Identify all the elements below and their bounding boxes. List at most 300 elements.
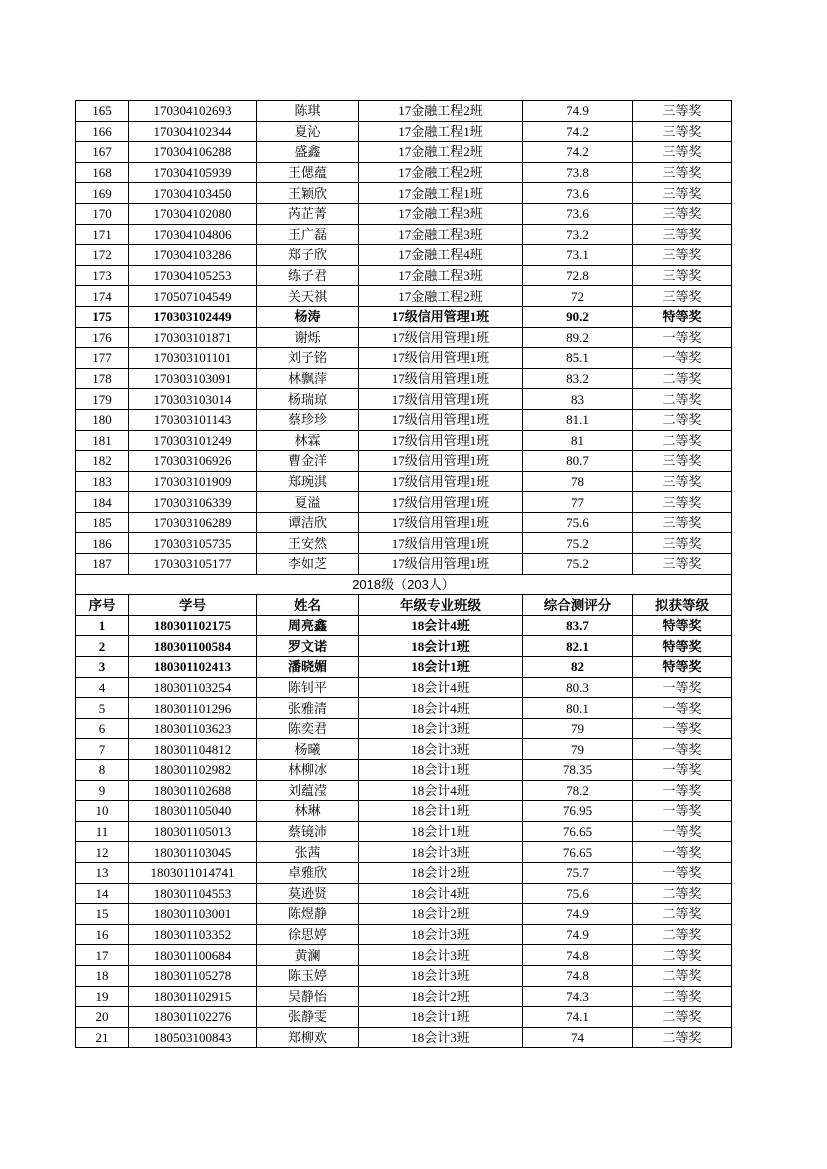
table-row (76, 718, 732, 739)
cell-class: 17级信用管理1班 (359, 389, 523, 410)
section-2017-rows (76, 101, 732, 575)
cell-award: 特等奖 (633, 306, 732, 327)
cell-class: 18会计3班 (359, 842, 523, 863)
cell-name: 郑琬淇 (257, 471, 359, 492)
cell-score: 79 (523, 718, 633, 739)
cell-student-id: 170304102693 (129, 101, 257, 122)
cell-index: 173 (76, 265, 129, 286)
cell-award: 三等奖 (633, 183, 732, 204)
cell-student-id: 180301103623 (129, 718, 257, 739)
section-title: 2018级（203人） (76, 574, 732, 595)
cell-index: 6 (76, 718, 129, 739)
cell-name: 林飘萍 (257, 368, 359, 389)
cell-class: 17级信用管理1班 (359, 348, 523, 369)
cell-name: 曹金洋 (257, 451, 359, 472)
table-row (76, 821, 732, 842)
table-row (76, 286, 732, 307)
cell-award: 一等奖 (633, 718, 732, 739)
cell-award: 三等奖 (633, 101, 732, 122)
header-name: 姓名 (257, 595, 359, 616)
cell-index: 184 (76, 492, 129, 513)
cell-student-id: 180301104553 (129, 883, 257, 904)
cell-student-id: 170303106926 (129, 451, 257, 472)
section-title-row (76, 574, 732, 595)
cell-name: 练子君 (257, 265, 359, 286)
cell-student-id: 170304105253 (129, 265, 257, 286)
cell-name: 罗文诺 (257, 636, 359, 657)
cell-class: 18会计2班 (359, 862, 523, 883)
cell-score: 81.1 (523, 409, 633, 430)
cell-class: 17级信用管理1班 (359, 492, 523, 513)
cell-class: 17级信用管理1班 (359, 368, 523, 389)
table-row (76, 203, 732, 224)
cell-score: 75.2 (523, 533, 633, 554)
cell-score: 74.2 (523, 142, 633, 163)
cell-award: 三等奖 (633, 162, 732, 183)
table-row (76, 842, 732, 863)
cell-class: 18会计4班 (359, 615, 523, 636)
cell-index: 168 (76, 162, 129, 183)
cell-award: 一等奖 (633, 821, 732, 842)
cell-award: 二等奖 (633, 368, 732, 389)
table-row (76, 162, 732, 183)
cell-score: 73.6 (523, 203, 633, 224)
table-row (76, 348, 732, 369)
cell-student-id: 180301104812 (129, 739, 257, 760)
cell-name: 陈煜静 (257, 904, 359, 925)
cell-index: 20 (76, 1007, 129, 1028)
cell-class: 18会计4班 (359, 780, 523, 801)
cell-name: 莫逊贤 (257, 883, 359, 904)
cell-name: 黄澜 (257, 945, 359, 966)
cell-student-id: 170304102344 (129, 121, 257, 142)
table-row (76, 780, 732, 801)
cell-score: 74.2 (523, 121, 633, 142)
cell-class: 17级信用管理1班 (359, 554, 523, 575)
cell-index: 172 (76, 245, 129, 266)
section-2018 (76, 574, 732, 615)
table-row (76, 554, 732, 575)
cell-award: 一等奖 (633, 801, 732, 822)
cell-name: 谭洁欣 (257, 512, 359, 533)
cell-student-id: 180301105013 (129, 821, 257, 842)
cell-name: 郑柳欢 (257, 1027, 359, 1048)
cell-score: 83.7 (523, 615, 633, 636)
cell-index: 1 (76, 615, 129, 636)
cell-class: 18会计3班 (359, 965, 523, 986)
table-row (76, 265, 732, 286)
cell-name: 谢烁 (257, 327, 359, 348)
cell-index: 178 (76, 368, 129, 389)
cell-student-id: 170304103286 (129, 245, 257, 266)
cell-index: 15 (76, 904, 129, 925)
cell-class: 18会计4班 (359, 883, 523, 904)
cell-award: 一等奖 (633, 760, 732, 781)
cell-award: 三等奖 (633, 512, 732, 533)
cell-student-id: 170303103091 (129, 368, 257, 389)
cell-index: 180 (76, 409, 129, 430)
cell-score: 72 (523, 286, 633, 307)
cell-class: 17级信用管理1班 (359, 306, 523, 327)
cell-student-id: 180301103001 (129, 904, 257, 925)
cell-score: 74.3 (523, 986, 633, 1007)
cell-award: 三等奖 (633, 265, 732, 286)
cell-name: 夏溢 (257, 492, 359, 513)
cell-name: 关天祺 (257, 286, 359, 307)
cell-score: 74 (523, 1027, 633, 1048)
cell-name: 张雅清 (257, 698, 359, 719)
cell-student-id: 180301102413 (129, 657, 257, 678)
cell-class: 18会计4班 (359, 698, 523, 719)
cell-student-id: 180301102276 (129, 1007, 257, 1028)
cell-student-id: 170303106289 (129, 512, 257, 533)
award-table (75, 100, 732, 1048)
cell-score: 78.2 (523, 780, 633, 801)
cell-class: 17金融工程2班 (359, 162, 523, 183)
cell-award: 二等奖 (633, 924, 732, 945)
cell-class: 17级信用管理1班 (359, 512, 523, 533)
cell-class: 17级信用管理1班 (359, 327, 523, 348)
cell-score: 79 (523, 739, 633, 760)
cell-score: 73.6 (523, 183, 633, 204)
cell-index: 169 (76, 183, 129, 204)
cell-student-id: 180301102688 (129, 780, 257, 801)
cell-class: 18会计3班 (359, 945, 523, 966)
cell-award: 一等奖 (633, 739, 732, 760)
table-row (76, 224, 732, 245)
cell-student-id: 170303103014 (129, 389, 257, 410)
cell-class: 17金融工程2班 (359, 142, 523, 163)
cell-award: 二等奖 (633, 945, 732, 966)
header-index: 序号 (76, 595, 129, 616)
cell-index: 19 (76, 986, 129, 1007)
table-row (76, 451, 732, 472)
cell-student-id: 170303101101 (129, 348, 257, 369)
cell-index: 21 (76, 1027, 129, 1048)
cell-index: 171 (76, 224, 129, 245)
cell-score: 73.1 (523, 245, 633, 266)
cell-award: 二等奖 (633, 1007, 732, 1028)
cell-score: 89.2 (523, 327, 633, 348)
cell-name: 王偲蕴 (257, 162, 359, 183)
cell-index: 16 (76, 924, 129, 945)
cell-index: 165 (76, 101, 129, 122)
cell-name: 李如芝 (257, 554, 359, 575)
cell-index: 181 (76, 430, 129, 451)
cell-name: 陈玉婷 (257, 965, 359, 986)
cell-score: 73.8 (523, 162, 633, 183)
cell-index: 183 (76, 471, 129, 492)
cell-index: 187 (76, 554, 129, 575)
cell-name: 陈钊平 (257, 677, 359, 698)
cell-award: 三等奖 (633, 471, 732, 492)
header-score: 综合测评分 (523, 595, 633, 616)
cell-student-id: 180301102915 (129, 986, 257, 1007)
cell-award: 三等奖 (633, 286, 732, 307)
cell-index: 167 (76, 142, 129, 163)
cell-score: 80.7 (523, 451, 633, 472)
table-row (76, 698, 732, 719)
cell-score: 74.9 (523, 924, 633, 945)
cell-name: 刘蕴滢 (257, 780, 359, 801)
table-row (76, 615, 732, 636)
cell-student-id: 180301103254 (129, 677, 257, 698)
cell-score: 83.2 (523, 368, 633, 389)
cell-index: 175 (76, 306, 129, 327)
cell-student-id: 170304103450 (129, 183, 257, 204)
cell-name: 蔡镜沛 (257, 821, 359, 842)
cell-index: 17 (76, 945, 129, 966)
cell-class: 17级信用管理1班 (359, 430, 523, 451)
header-class: 年级专业班级 (359, 595, 523, 616)
cell-score: 73.2 (523, 224, 633, 245)
cell-name: 王安然 (257, 533, 359, 554)
cell-score: 85.1 (523, 348, 633, 369)
cell-index: 9 (76, 780, 129, 801)
cell-class: 18会计1班 (359, 636, 523, 657)
cell-score: 76.95 (523, 801, 633, 822)
cell-award: 一等奖 (633, 842, 732, 863)
cell-name: 盛鑫 (257, 142, 359, 163)
cell-index: 5 (76, 698, 129, 719)
cell-student-id: 170304102080 (129, 203, 257, 224)
cell-name: 林琳 (257, 801, 359, 822)
cell-award: 一等奖 (633, 677, 732, 698)
cell-index: 12 (76, 842, 129, 863)
cell-index: 4 (76, 677, 129, 698)
cell-award: 特等奖 (633, 636, 732, 657)
header-student-id: 学号 (129, 595, 257, 616)
table-row (76, 101, 732, 122)
cell-class: 18会计1班 (359, 801, 523, 822)
cell-score: 74.9 (523, 904, 633, 925)
cell-award: 一等奖 (633, 780, 732, 801)
table-row (76, 533, 732, 554)
table-row (76, 862, 732, 883)
cell-student-id: 170304104806 (129, 224, 257, 245)
cell-index: 18 (76, 965, 129, 986)
cell-award: 二等奖 (633, 904, 732, 925)
cell-student-id: 170303101909 (129, 471, 257, 492)
cell-award: 三等奖 (633, 203, 732, 224)
table-row (76, 924, 732, 945)
cell-student-id: 180301102982 (129, 760, 257, 781)
table-row (76, 760, 732, 781)
cell-score: 75.6 (523, 512, 633, 533)
cell-class: 18会计2班 (359, 904, 523, 925)
table-row (76, 389, 732, 410)
cell-index: 179 (76, 389, 129, 410)
table-row (76, 492, 732, 513)
cell-award: 一等奖 (633, 327, 732, 348)
cell-student-id: 180301105040 (129, 801, 257, 822)
cell-award: 特等奖 (633, 657, 732, 678)
cell-class: 17金融工程2班 (359, 286, 523, 307)
header-row (76, 595, 732, 616)
cell-index: 176 (76, 327, 129, 348)
table-row (76, 471, 732, 492)
cell-award: 一等奖 (633, 698, 732, 719)
table-row (76, 986, 732, 1007)
cell-award: 一等奖 (633, 348, 732, 369)
table-row (76, 512, 732, 533)
section-2018-rows (76, 615, 732, 1047)
cell-index: 11 (76, 821, 129, 842)
cell-award: 二等奖 (633, 1027, 732, 1048)
cell-student-id: 170303101143 (129, 409, 257, 430)
table-row (76, 965, 732, 986)
cell-index: 3 (76, 657, 129, 678)
cell-class: 17级信用管理1班 (359, 451, 523, 472)
cell-class: 18会计3班 (359, 1027, 523, 1048)
cell-score: 78 (523, 471, 633, 492)
table-row (76, 677, 732, 698)
cell-score: 80.1 (523, 698, 633, 719)
cell-student-id: 180301103352 (129, 924, 257, 945)
cell-class: 17级信用管理1班 (359, 409, 523, 430)
cell-score: 76.65 (523, 821, 633, 842)
cell-name: 卓雅欣 (257, 862, 359, 883)
cell-name: 张静雯 (257, 1007, 359, 1028)
cell-score: 72.8 (523, 265, 633, 286)
cell-award: 三等奖 (633, 554, 732, 575)
cell-class: 17金融工程3班 (359, 265, 523, 286)
cell-award: 二等奖 (633, 430, 732, 451)
table-row (76, 636, 732, 657)
table-row (76, 1007, 732, 1028)
cell-name: 郑子欣 (257, 245, 359, 266)
cell-student-id: 170303101871 (129, 327, 257, 348)
cell-score: 75.6 (523, 883, 633, 904)
cell-class: 17金融工程2班 (359, 101, 523, 122)
cell-score: 82.1 (523, 636, 633, 657)
cell-award: 二等奖 (633, 883, 732, 904)
cell-index: 166 (76, 121, 129, 142)
cell-name: 王广磊 (257, 224, 359, 245)
cell-class: 18会计3班 (359, 924, 523, 945)
cell-class: 17金融工程3班 (359, 203, 523, 224)
cell-class: 18会计3班 (359, 718, 523, 739)
cell-score: 77 (523, 492, 633, 513)
cell-student-id: 180301100684 (129, 945, 257, 966)
cell-class: 17金融工程1班 (359, 183, 523, 204)
cell-name: 吴静怡 (257, 986, 359, 1007)
cell-index: 8 (76, 760, 129, 781)
cell-index: 13 (76, 862, 129, 883)
cell-student-id: 180301105278 (129, 965, 257, 986)
cell-award: 二等奖 (633, 409, 732, 430)
table-row (76, 883, 732, 904)
cell-student-id: 1803011014741 (129, 862, 257, 883)
cell-score: 83 (523, 389, 633, 410)
cell-student-id: 170507104549 (129, 286, 257, 307)
cell-award: 三等奖 (633, 245, 732, 266)
cell-name: 蔡珍珍 (257, 409, 359, 430)
cell-name: 夏沁 (257, 121, 359, 142)
cell-class: 17金融工程4班 (359, 245, 523, 266)
cell-class: 17级信用管理1班 (359, 471, 523, 492)
cell-student-id: 170303105177 (129, 554, 257, 575)
cell-student-id: 180503100843 (129, 1027, 257, 1048)
cell-score: 74.1 (523, 1007, 633, 1028)
cell-name: 陈琪 (257, 101, 359, 122)
cell-class: 17金融工程1班 (359, 121, 523, 142)
table-row (76, 904, 732, 925)
cell-name: 周亮鑫 (257, 615, 359, 636)
table-row (76, 368, 732, 389)
cell-score: 90.2 (523, 306, 633, 327)
cell-class: 18会计2班 (359, 986, 523, 1007)
cell-score: 80.3 (523, 677, 633, 698)
cell-name: 张茜 (257, 842, 359, 863)
cell-index: 185 (76, 512, 129, 533)
cell-class: 17级信用管理1班 (359, 533, 523, 554)
cell-class: 18会计3班 (359, 739, 523, 760)
table-row (76, 801, 732, 822)
cell-student-id: 180301102175 (129, 615, 257, 636)
cell-award: 三等奖 (633, 121, 732, 142)
cell-index: 2 (76, 636, 129, 657)
cell-score: 74.8 (523, 965, 633, 986)
table-row (76, 657, 732, 678)
cell-student-id: 180301103045 (129, 842, 257, 863)
cell-index: 7 (76, 739, 129, 760)
award-table-sheet (75, 100, 731, 1048)
cell-student-id: 170303102449 (129, 306, 257, 327)
table-row (76, 409, 732, 430)
table-row (76, 121, 732, 142)
cell-award: 三等奖 (633, 451, 732, 472)
cell-score: 75.2 (523, 554, 633, 575)
cell-student-id: 170303105735 (129, 533, 257, 554)
table-row (76, 739, 732, 760)
cell-award: 三等奖 (633, 492, 732, 513)
cell-student-id: 180301100584 (129, 636, 257, 657)
header-award: 拟获等级 (633, 595, 732, 616)
cell-name: 芮芷菁 (257, 203, 359, 224)
cell-index: 14 (76, 883, 129, 904)
cell-award: 特等奖 (633, 615, 732, 636)
table-row (76, 183, 732, 204)
table-row (76, 327, 732, 348)
cell-index: 186 (76, 533, 129, 554)
cell-index: 10 (76, 801, 129, 822)
cell-class: 17金融工程3班 (359, 224, 523, 245)
cell-index: 182 (76, 451, 129, 472)
cell-name: 林柳冰 (257, 760, 359, 781)
cell-class: 18会计1班 (359, 657, 523, 678)
cell-score: 74.9 (523, 101, 633, 122)
cell-score: 75.7 (523, 862, 633, 883)
table-row (76, 430, 732, 451)
cell-student-id: 170304106288 (129, 142, 257, 163)
cell-score: 82 (523, 657, 633, 678)
table-row (76, 245, 732, 266)
cell-name: 林霖 (257, 430, 359, 451)
cell-score: 76.65 (523, 842, 633, 863)
cell-name: 徐思婷 (257, 924, 359, 945)
cell-student-id: 170303101249 (129, 430, 257, 451)
cell-class: 18会计1班 (359, 760, 523, 781)
cell-student-id: 180301101296 (129, 698, 257, 719)
cell-score: 81 (523, 430, 633, 451)
cell-name: 刘子铭 (257, 348, 359, 369)
cell-index: 174 (76, 286, 129, 307)
cell-name: 杨涛 (257, 306, 359, 327)
table-row (76, 1027, 732, 1048)
cell-award: 三等奖 (633, 533, 732, 554)
cell-award: 二等奖 (633, 986, 732, 1007)
